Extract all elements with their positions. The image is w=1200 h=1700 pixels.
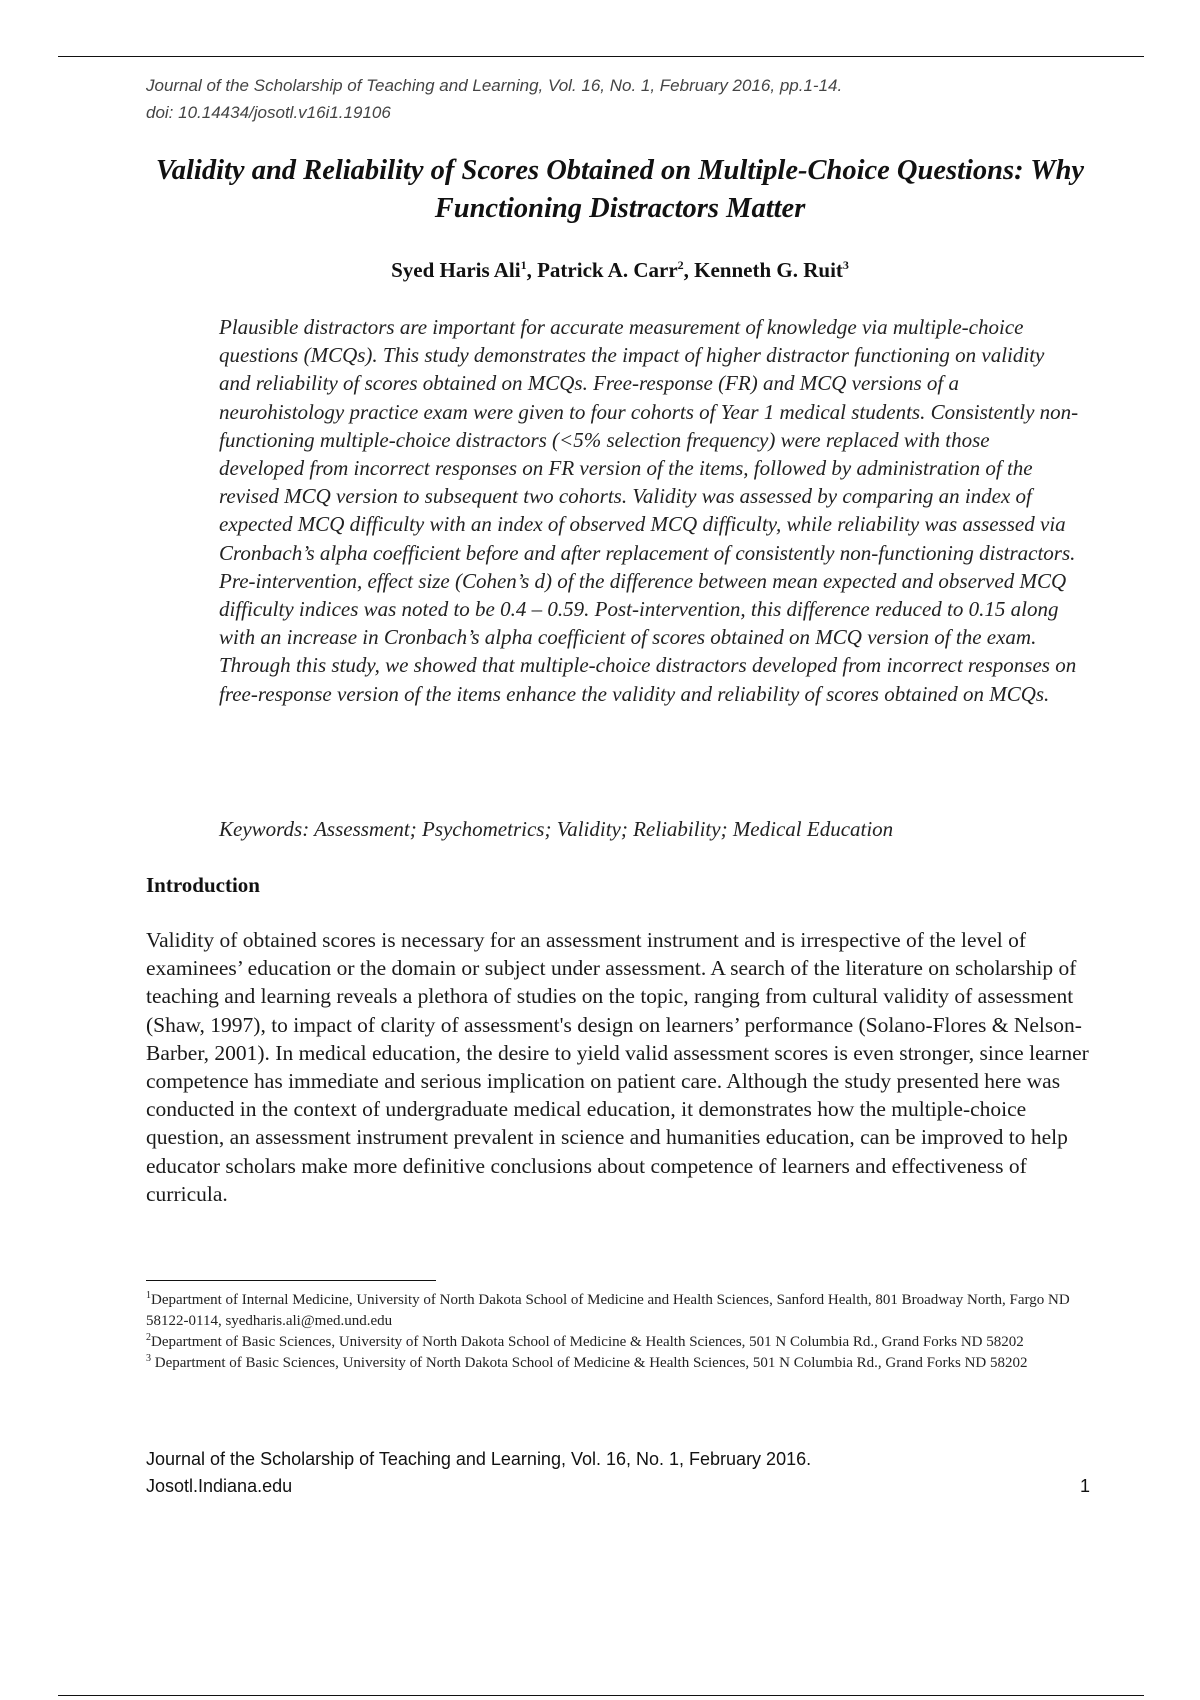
page-footer xyxy=(146,1446,1090,1500)
footnote-number: 1 xyxy=(146,1290,151,1301)
author-name: Kenneth G. Ruit xyxy=(694,258,843,282)
doi-line: doi: 10.14434/josotl.v16i1.19106 xyxy=(146,103,391,122)
author-list xyxy=(140,256,1100,284)
author-name: Patrick A. Carr xyxy=(537,258,678,282)
author-name: Syed Haris Ali xyxy=(391,258,521,282)
introduction-heading: Introduction xyxy=(146,873,260,897)
author-affiliation-mark: 1 xyxy=(520,258,527,272)
author-separator: , xyxy=(683,258,695,282)
bottom-rule xyxy=(58,1695,1144,1696)
footer-site: Josotl.Indiana.edu xyxy=(146,1476,293,1496)
top-rule xyxy=(58,56,1144,57)
journal-citation: Journal of the Scholarship of Teaching and Learning, Vol. 16, No. 1, February 2016, pp.1-14. xyxy=(146,76,843,95)
footnote-number: 2 xyxy=(146,1332,151,1343)
footnote-separator xyxy=(146,1280,436,1281)
footer-journal-line: Journal of the Scholarship of Teaching and Learning, Vol. 16, No. 1, February 2016. xyxy=(146,1449,812,1469)
footnote-text: Department of Basic Sciences, University of North Dakota School of Medicine & Health Sciences, 501 N Columbia Rd., Grand Forks ND 58202 xyxy=(151,1355,1028,1371)
footnote xyxy=(146,1353,1090,1374)
footnote-text: Department of Basic Sciences, University of North Dakota School of Medicine & Health Sciences, 501 N Columbia Rd., Grand Forks ND 58202 xyxy=(151,1334,1024,1350)
journal-header xyxy=(146,72,1126,126)
footnote-number: 3 xyxy=(146,1353,151,1364)
footnotes xyxy=(146,1290,1090,1374)
introduction-paragraph: Validity of obtained scores is necessary for an assessment instrument and is irrespective of the level of examinees’ education or the domain or subject under assessment. A search of the literature on scholarship of teaching and learning reveals a plethora of studies on the topic, ranging from cultural validity of assessment (Shaw, 1997), to impact of clarity of assessment's design on learners’ performance (Solano-Flores & Nelson-Barber, 2001). In medical education, the desire to yield valid assessment scores is even stronger, since learner competence has immediate and serious implication on patient care. Although the study presented here was conducted in the context of undergraduate medical education, it demonstrates how the multiple-choice question, an assessment instrument prevalent in science and humanities education, can be improved to help educator scholars make more definitive conclusions about competence of learners and effectiveness of curricula. xyxy=(146,928,1089,1206)
author-separator: , xyxy=(526,258,538,282)
footnote xyxy=(146,1290,1090,1332)
author-affiliation-mark: 2 xyxy=(677,258,684,272)
author-affiliation-mark: 3 xyxy=(842,258,849,272)
page-number: 1 xyxy=(1079,1476,1090,1496)
keywords: Keywords: Assessment; Psychometrics; Validity; Reliability; Medical Education xyxy=(219,817,894,841)
footnote xyxy=(146,1332,1090,1353)
abstract: Plausible distractors are important for accurate measurement of knowledge via multiple-choice questions (MCQs). This study demonstrates the impact of higher distractor functioning on validity and reliability of scores obtained on MCQs. Free-response (FR) and MCQ versions of a neurohistology practice exam were given to four cohorts of Year 1 medical students. Consistently non-functioning multiple-choice distractors (<5% selection frequency) were replaced with those developed from incorrect responses on FR version of the items, followed by administration of the revised MCQ version to subsequent two cohorts. Validity was assessed by comparing an index of expected MCQ difficulty with an index of observed MCQ difficulty, while reliability was assessed via Cronbach’s alpha coefficient before and after replacement of consistently non-functioning distractors. Pre-intervention, effect size (Cohen’s d) of the difference between mean expected and observed MCQ difficulty indices was noted to be 0.4 – 0.59. Post-intervention, this difference reduced to 0.15 along with an increase in Cronbach’s alpha coefficient of scores obtained on MCQ version of the exam. Through this study, we showed that multiple-choice distractors developed from incorrect responses on free-response version of the items enhance the validity and reliability of scores obtained on MCQs. xyxy=(219,315,1079,706)
footnote-text: Department of Internal Medicine, University of North Dakota School of Medicine and Health Sciences, Sanford Health, 801 Broadway North, Fargo ND 58122-0114, syedharis.ali@med.und.edu xyxy=(146,1292,1070,1329)
article-title: Validity and Reliability of Scores Obtained on Multiple-Choice Questions: Why Functioning Distractors Matter xyxy=(155,155,1085,224)
